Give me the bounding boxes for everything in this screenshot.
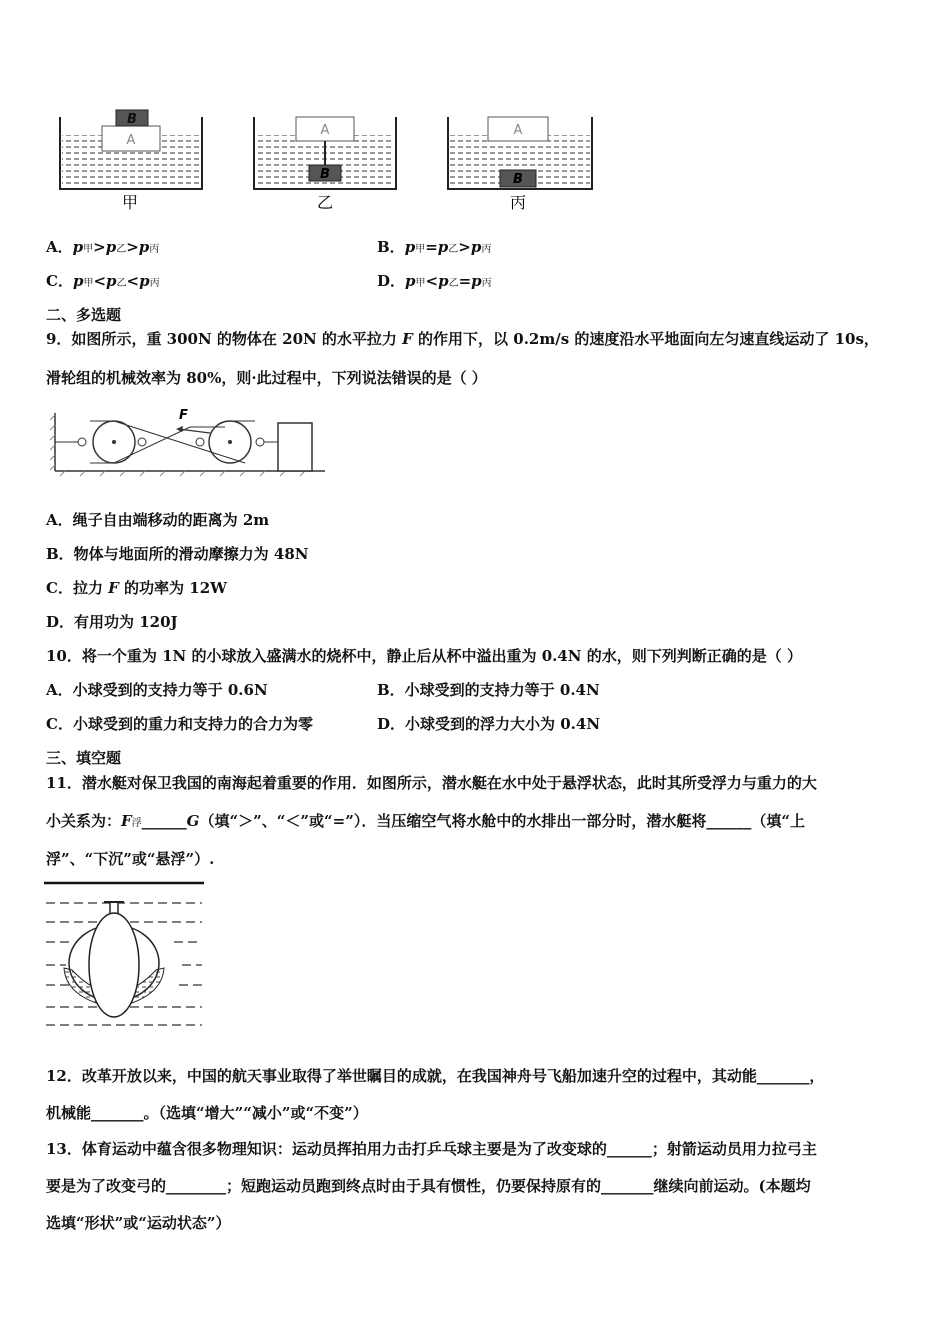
q9-option-d: D．有用功为 120J [46,613,178,631]
q11-line1: 11．潜水艇对保卫我国的南海起着重要的作用．如图所示，潜水艇在水中处于悬浮状态，此时其所受浮力与重力的大 [46,774,817,792]
q12-line1: 12．改革开放以来，中国的航天事业取得了举世瞩目的成就，在我国神舟号飞船加速升空的过程中，其动能_______， [46,1067,825,1085]
q8-option-a: A．p甲>p乙>p丙 [46,238,160,256]
q8-option-b: B．p甲=p乙>p丙 [377,238,492,256]
q11-line3: 浮”、“下沉”或“悬浮”）. [46,850,215,868]
q9-option-c: C．拉力 F 的功率为 12W [46,579,227,597]
q13-line1: 13．体育运动中蕴含很多物理知识：运动员挥拍用力击打乒乓球主要是为了改变球的______；射箭运动员用力拉弓主 [46,1140,817,1158]
q11-line2: 小关系为：F浮______G（填“＞”、“＜”或“=”）．当压缩空气将水舱中的水排出一部分时，潜水艇将______（填“上 [46,812,805,830]
q9-stem-line1: 9．如图所示，重 300N 的物体在 20N 的水平拉力 F 的作用下，以 0.2m/s 的速度沿水平地面向左匀速直线运动了 10s， [46,330,879,348]
block-b-label: B [127,112,137,127]
q9-option-b: B．物体与地面所的滑动摩擦力为 48N [46,545,309,563]
svg-text:A: A [320,123,330,138]
force-f-label: F [179,408,188,423]
block-a-label: A [126,133,136,148]
q12-line2: 机械能_______。（选填“增大”“减小”或“不变”） [46,1104,368,1122]
container-jia [60,110,202,212]
q10-option-c: C．小球受到的重力和支持力的合力为零 [46,715,313,733]
q10-option-b: B．小球受到的支持力等于 0.4N [377,681,600,699]
svg-text:B: B [320,167,330,182]
section-heading-fill: 三、填空题 [46,749,122,767]
q10-stem: 10．将一个重为 1N 的小球放入盛满水的烧杯中，静止后从杯中溢出重为 0.4N 的水，则下列判断正确的是（ ） [46,647,802,665]
q8-figure [50,102,610,217]
q13-line2: 要是为了改变弓的________；短跑运动员跑到终点时由于具有惯性，仍要保持原有的_______继续向前运动。(本题均 [46,1177,811,1195]
q8-option-c: C．p甲<p乙<p丙 [46,272,160,290]
section-heading-multi: 二、多选题 [46,306,122,324]
label-yi: 乙 [316,193,334,212]
label-jia: 甲 [121,193,139,212]
q13-line3: 选填“形状”或“运动状态”） [46,1214,231,1232]
label-bing: 丙 [509,193,527,212]
q8-option-d: D．p甲<p乙=p丙 [377,272,492,290]
q10-option-a: A．小球受到的支持力等于 0.6N [46,681,268,699]
q9-stem-line2: 滑轮组的机械效率为 80%，则·此过程中，下列说法错误的是（ ） [46,369,487,387]
svg-text:B: B [513,172,523,187]
q11-submarine-figure [44,880,209,1032]
q9-pulley-figure [50,405,335,480]
container-yi [254,117,396,212]
q9-option-a: A．绳子自由端移动的距离为 2m [46,511,270,529]
container-bing [448,117,592,212]
q10-option-d: D．小球受到的浮力大小为 0.4N [377,715,601,733]
svg-text:A: A [513,123,523,138]
